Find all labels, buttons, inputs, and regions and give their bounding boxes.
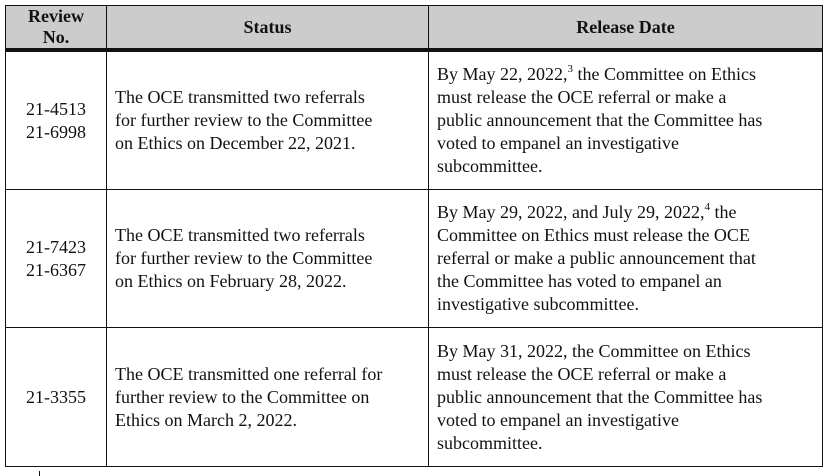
release-line: public announcement that the Committee has: [437, 110, 763, 130]
status-line: The OCE transmitted two referrals: [115, 225, 365, 245]
release-line: Committee on Ethics must release the OCE: [437, 225, 750, 245]
header-review-no-line1: Review: [28, 6, 84, 26]
release-date-cell: [429, 190, 823, 328]
release-line: the Committee has voted to empanel an: [437, 271, 722, 291]
review-number: 21-6367: [26, 259, 86, 280]
release-line: subcommittee.: [437, 156, 543, 176]
table-row: [6, 190, 823, 328]
release-date-cell: [429, 328, 823, 467]
referrals-table: [5, 5, 823, 467]
release-line: subcommittee.: [437, 432, 543, 453]
release-text: the Committee on Ethics: [573, 64, 756, 84]
status-line: The OCE transmitted one referral for: [115, 363, 383, 384]
status-line: on Ethics on February 28, 2022.: [115, 271, 347, 291]
table-row: [6, 50, 823, 190]
review-number: 21-4513: [26, 98, 86, 119]
status-line: for further review to the Committee: [115, 248, 373, 268]
review-no-cell: [6, 328, 107, 467]
status-line: further review to the Committee on: [115, 386, 370, 407]
release-line: investigative subcommittee.: [437, 294, 639, 314]
review-number: 21-3355: [26, 386, 86, 407]
table-row: [6, 328, 823, 467]
release-line: By May 31, 2022, the Committee on Ethics: [437, 340, 751, 361]
release-line: referral or make a public announcement that: [437, 248, 756, 268]
status-line: for further review to the Committee: [115, 110, 373, 130]
header-status: Status: [107, 6, 429, 51]
release-line: [437, 63, 814, 86]
review-number: 21-6998: [26, 121, 86, 142]
header-review-no: [6, 6, 107, 51]
status-line: on Ethics on December 22, 2021.: [115, 133, 356, 153]
text-cursor-mark: [39, 471, 40, 476]
review-no-cell: [6, 190, 107, 328]
footnote-ref-3[interactable]: 3: [567, 63, 573, 75]
table-body: [6, 50, 823, 467]
release-line: voted to empanel an investigative: [437, 133, 679, 153]
release-date-cell: [429, 50, 823, 190]
release-text: the: [710, 202, 737, 222]
status-line: The OCE transmitted two referrals: [115, 87, 365, 107]
review-number: 21-7423: [26, 236, 86, 257]
header-row: [6, 6, 823, 51]
release-line: voted to empanel an investigative: [437, 409, 679, 430]
footnote-ref-4[interactable]: 4: [704, 201, 710, 213]
release-line: public announcement that the Committee has: [437, 386, 763, 407]
status-cell: [107, 50, 429, 190]
release-line: must release the OCE referral or make a: [437, 363, 727, 384]
release-line: must release the OCE referral or make a: [437, 87, 727, 107]
table-header: [6, 6, 823, 51]
status-cell: [107, 328, 429, 467]
header-review-no-line2: No.: [42, 27, 70, 47]
status-line: Ethics on March 2, 2022.: [115, 409, 297, 430]
release-line: [437, 201, 814, 224]
release-text: By May 22, 2022,: [437, 64, 568, 84]
review-no-cell: [6, 50, 107, 190]
status-cell: [107, 190, 429, 328]
release-text: By May 29, 2022, and July 29, 2022,: [437, 202, 705, 222]
header-release-date: Release Date: [429, 6, 823, 51]
